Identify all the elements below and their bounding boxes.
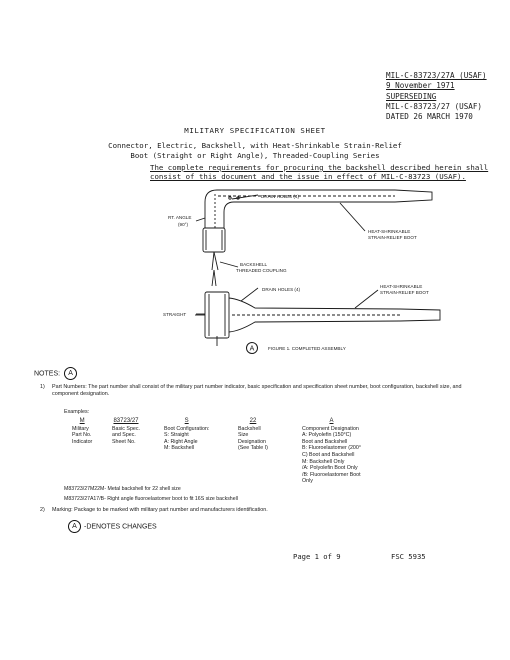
note-1-text: Part Numbers: The part number shall consist of the military part number indicator, basic specification and specification sheet number, boot configuration, backshell size, and component designation. [52, 384, 462, 398]
page-number: Page 1 of 9 [293, 552, 341, 561]
heat-shrink-label-bot-1: HEAT-SHRINKABLE [380, 284, 423, 289]
subject-line-1: Connector, Electric, Backshell, with Heat-Shrinkable Strain-Relief [108, 141, 402, 150]
column-line: /B: Fluoroelastomer Boot [302, 471, 361, 478]
sheet-title: MILITARY SPECIFICATION SHEET [184, 126, 326, 135]
column-head: A [329, 418, 334, 424]
column-line: /A: Polyolefin Boot Only [302, 465, 358, 472]
rt-angle-boot-lower [224, 202, 395, 228]
column-line: (See Table I) [238, 445, 268, 452]
column-line: Backshell [238, 425, 261, 432]
notes-heading [34, 367, 77, 380]
fsc-code: FSC 5935 [391, 552, 426, 561]
rt-angle-degrees: (90°) [178, 222, 189, 227]
spec-number: MIL-C-83723/27A (USAF) [386, 71, 487, 80]
note-1 [40, 384, 472, 398]
column-line: and Spec. [112, 432, 136, 439]
column-line: Designation [238, 438, 266, 445]
requirement-line-1: The complete requirements for procuring the backshell described herein shall [150, 163, 489, 172]
straight-boot-lower [229, 321, 400, 332]
figure-change-marker: A [249, 345, 255, 353]
denotes-change-marker: A [68, 520, 81, 533]
column-military-indicator [72, 418, 92, 445]
superseded-date: DATED 26 MARCH 1970 [386, 112, 473, 122]
examples-label: Examples: [64, 409, 90, 415]
note-1-number: 1) [40, 384, 45, 390]
example-1: M83723/27M22M- Metal backshell for 22 shell size [64, 486, 181, 492]
note-2-number: 2) [40, 507, 45, 513]
backshell-label-2: THREADED COUPLING [236, 268, 287, 273]
superseded-spec: MIL-C-83723/27 (USAF) [386, 101, 483, 111]
drain-holes-label-top: DRAIN HOLES (4) [261, 194, 300, 199]
column-line: M: Backshell Only [302, 458, 345, 465]
column-line: Only [302, 478, 313, 485]
superseding-label: SUPERSEDING [386, 91, 437, 101]
column-line: Boot Configuration: [164, 425, 210, 432]
column-line: A: Right Angle [164, 438, 198, 445]
drain-holes-label-bot: DRAIN HOLES (4) [262, 287, 301, 292]
column-backshell-size [238, 418, 268, 452]
heat-shrink-label-bot-2: STRAIN-RELIEF BOOT [380, 290, 429, 295]
denotes-text: -DENOTES CHANGES [84, 523, 157, 531]
column-line: B: Fluoroelastomer (200° [302, 445, 361, 452]
column-line: M: Backshell [164, 445, 195, 452]
column-head: S [184, 418, 189, 424]
column-line: Sheet No. [112, 438, 136, 445]
requirement-line-2: consist of this document and the issue in effect of MIL-C-83723 (USAF). [150, 172, 466, 182]
example-2: M83723/27A17/B- Right angle fluoroelastomer boot to fit 16S size backshell [64, 496, 238, 502]
heat-shrink-label-top-2: STRAIN-RELIEF BOOT [368, 235, 417, 240]
notes-change-marker: A [64, 367, 77, 380]
column-basic-spec [112, 418, 140, 445]
column-line: C) Boot and Backshell [302, 451, 355, 458]
column-line: Basic Spec. [112, 425, 140, 432]
column-line: Component Designation [302, 425, 359, 432]
column-head: 83723/27 [113, 418, 139, 424]
note-2-text: Marking: Package to be marked with military part number and manufacturers identification. [52, 507, 268, 513]
figure-caption: FIGURE 1. COMPLETED ASSEMBLY [268, 346, 346, 351]
column-head: 22 [249, 418, 257, 424]
denotes-changes [68, 520, 157, 533]
straight-boot-upper [229, 298, 400, 309]
column-head: M [79, 418, 85, 424]
column-line: Indicator [72, 438, 93, 445]
column-boot-configuration [164, 418, 209, 452]
notes-label: NOTES: [34, 370, 61, 378]
column-line: Military [72, 425, 89, 432]
column-component-designation [302, 418, 361, 485]
note-2 [40, 507, 268, 513]
spec-date: 9 November 1971 [386, 81, 455, 91]
backshell-label-1: BACKSHELL [240, 262, 268, 267]
column-line: Part No. [72, 432, 92, 439]
column-line: Boot and Backshell [302, 438, 348, 445]
subject-line-2: Boot (Straight or Right Angle), Threaded-Coupling Series [130, 151, 380, 160]
column-line: A: Polyolefin (150°C) [302, 432, 352, 439]
heat-shrink-label-top-1: HEAT-SHRINKABLE [368, 229, 411, 234]
rt-angle-label: RT. ANGLE [168, 215, 192, 220]
column-line: Size [238, 432, 249, 439]
column-line: S: Straight [164, 432, 189, 439]
straight-label: STRAIGHT [163, 312, 187, 317]
